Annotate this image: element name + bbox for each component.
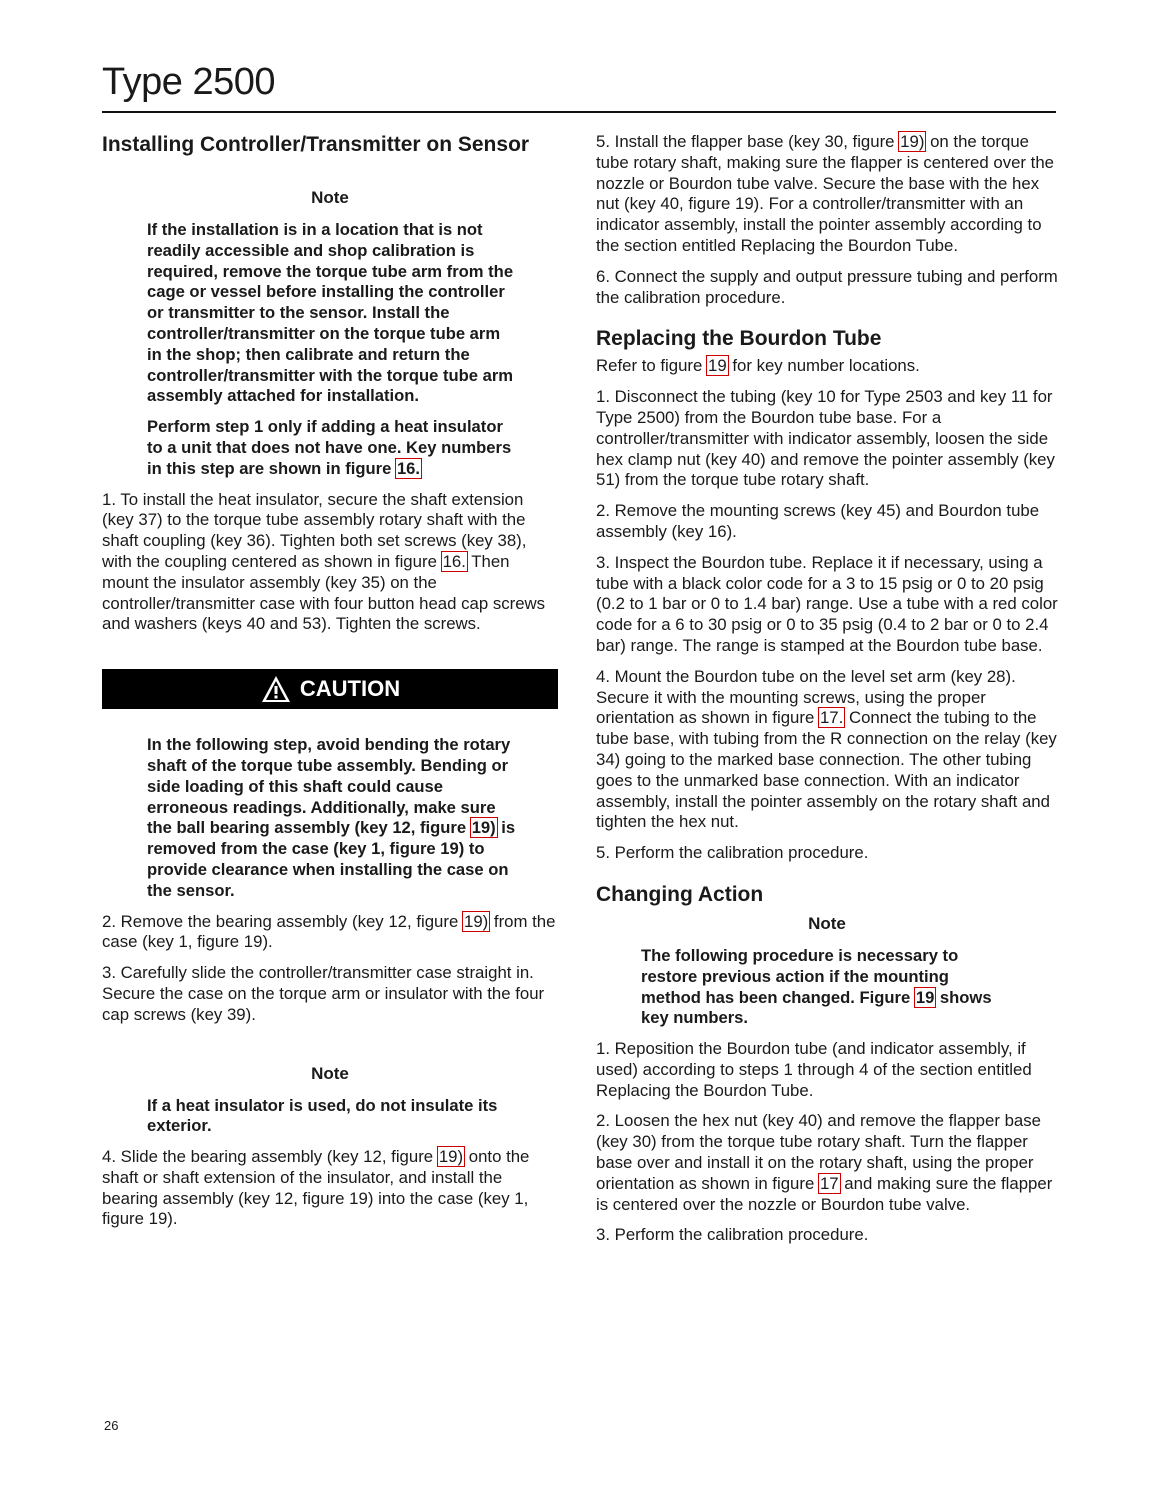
note-label: Note [311,188,349,207]
figure-reference-link[interactable]: 19) [463,911,489,931]
right-column [596,132,1058,1256]
bourdon-step-2: 2. Remove the mounting screws (key 45) and Bourdon tube assembly (key 16). [596,501,1040,541]
figure-reference-link[interactable]: 19 [708,356,727,376]
step-3-paragraph: 3. Carefully slide the controller/transmitter case straight in. Secure the case on the torque arm or insulator with the four cap screws (key 39). [102,963,545,1024]
note-body: The following procedure is necessary to restore previous action if the mounting method has been changed. Figure 19 shows key numbers. [641,945,992,1028]
action-step-2: 2. Loosen the hex nut (key 40) and remove the flapper base (key 30) from the torque tube rotary shaft. Turn the flapper base over and install it on the rotary shaft, using the proper orientation as shown in figure 17 and making sure the flapper is centered over the nozzle or Bourdon tube valve. [596,1111,1053,1214]
action-step-3: 3. Perform the calibration procedure. [596,1225,869,1245]
figure-reference-link[interactable]: 17. [819,708,844,728]
figure-reference-link[interactable]: 19) [471,818,496,838]
section-heading-changing-action: Changing Action [596,882,764,906]
note-body: If a heat insulator is used, do not insulate its exterior. [147,1095,498,1136]
step-5-paragraph: 5. Install the flapper base (key 30, figure 19) on the torque tube rotary shaft, making sure the flapper is centered over the nozzle or Bourdon tube valve. Secure the base with the hex nut (key 40, figure 19). For a controller/transmitter with an indicator assembly, install the pointer assembly according to the section entitled Replacing the Bourdon Tube. [596,132,1055,255]
figure-reference-link[interactable]: 16. [442,551,466,571]
bourdon-step-1: 1. Disconnect the tubing (key 10 for Type 2503 and key 11 for Type 2500) from the Bourdon tube base. For a controller/transmitter with indicator assembly, loosen the side hex clamp nut (key 40) and remove the pointer assembly (key 51) from the torque tube rotary shaft. [596,387,1055,490]
step-6-paragraph: 6. Connect the supply and output pressure tubing and perform the calibration procedure. [596,266,1058,307]
step-1-paragraph: 1. To install the heat insulator, secure the shaft extension (key 37) to the torque tube assembly rotary shaft with the shaft coupling (key 36). Tighten both set screws (key 38), with the coupling centered as shown in figure 16. Then mount the insulator assembly (key 35) on the controller/transmitter case with four button head cap screws and washers (keys 40 and 53). Tighten the screws. [102,489,546,634]
page-number: 26 [104,1418,119,1433]
caution-banner [102,669,558,709]
title-rule [102,111,1056,113]
figure-reference-link[interactable]: 16. [396,458,421,478]
action-step-1: 1. Reposition the Bourdon tube (and indicator assembly, if used) according to steps 1 through 4 of the section entitled Replacing the Bourdon Tube. [596,1039,1032,1100]
note-body: If the installation is in a location that is not readily accessible and shop calibration is required, remove the torque tube arm from the cage or vessel before installing the controller or transmitter to the sensor. Install the controller/transmitter on the torque tube arm in the shop; then calibrate and return the controller/transmitter with the torque tube arm assembly attached for installation. [147,220,514,406]
warning-triangle-icon [260,674,292,704]
bourdon-step-4: 4. Mount the Bourdon tube on the level set arm (key 28). Secure it with the mounting screws, using the proper orientation as shown in figure 17. Connect the tubing to the tube base, with tubing from the R connection on the relay (key 34) going to the marked base connection. The other tubing goes to the unmarked base connection. With an indicator assembly, install the pointer assembly on the rotary shaft and tighten the hex nut. [596,666,1057,832]
note-label: Note [808,913,846,933]
section-heading-bourdon: Replacing the Bourdon Tube [596,327,882,351]
note-label: Note [311,1063,349,1083]
caution-body: In the following step, avoid bending the rotary shaft of the torque tube assembly. Bending or side loading of this shaft could cause erroneous readings. Additionally, make sure the ball bearing assembly (key 12, figure 19) is removed from the case (key 1, figure 19) to provide clearance when installing the case on the sensor. [147,735,516,900]
bourdon-step-3: 3. Inspect the Bourdon tube. Replace it if necessary, using a tube with a black color code for a 3 to 15 psig or 0 to 20 psig (0.2 to 1 bar or 0 to 1.4 bar) range. Use a tube with a red color code for a 6 to 30 psig or 0 to 35 psig (0.4 to 2 bar or 0 to 2.4 bar) range. The range is stamped at the Bourdon tube base. [596,552,1058,655]
caution-label: CAUTION [299,676,401,702]
note-body: Perform step 1 only if adding a heat insulator to a unit that does not have one. Key numbers in this step are shown in figure 16. [147,417,512,478]
figure-reference-link[interactable]: 17 [819,1173,839,1193]
step-2-paragraph: 2. Remove the bearing assembly (key 12, figure 19) from the case (key 1, figure 19). [102,911,556,952]
figure-reference-link[interactable]: 19) [438,1147,464,1167]
bourdon-intro: Refer to figure 19 for key number locations. [596,356,920,376]
figure-reference-link[interactable]: 19 [915,987,935,1007]
left-column [102,132,558,1240]
step-4-paragraph: 4. Slide the bearing assembly (key 12, figure 19) onto the shaft or shaft extension of the insulator, and install the bearing assembly (key 12, figure 19) into the case (key 1, figure 19). [102,1147,530,1229]
section-heading-installing: Installing Controller/Transmitter on Sensor [102,133,530,156]
bourdon-step-5: 5. Perform the calibration procedure. [596,843,869,863]
page-title: Type 2500 [102,61,275,103]
figure-reference-link[interactable]: 19) [900,132,925,151]
